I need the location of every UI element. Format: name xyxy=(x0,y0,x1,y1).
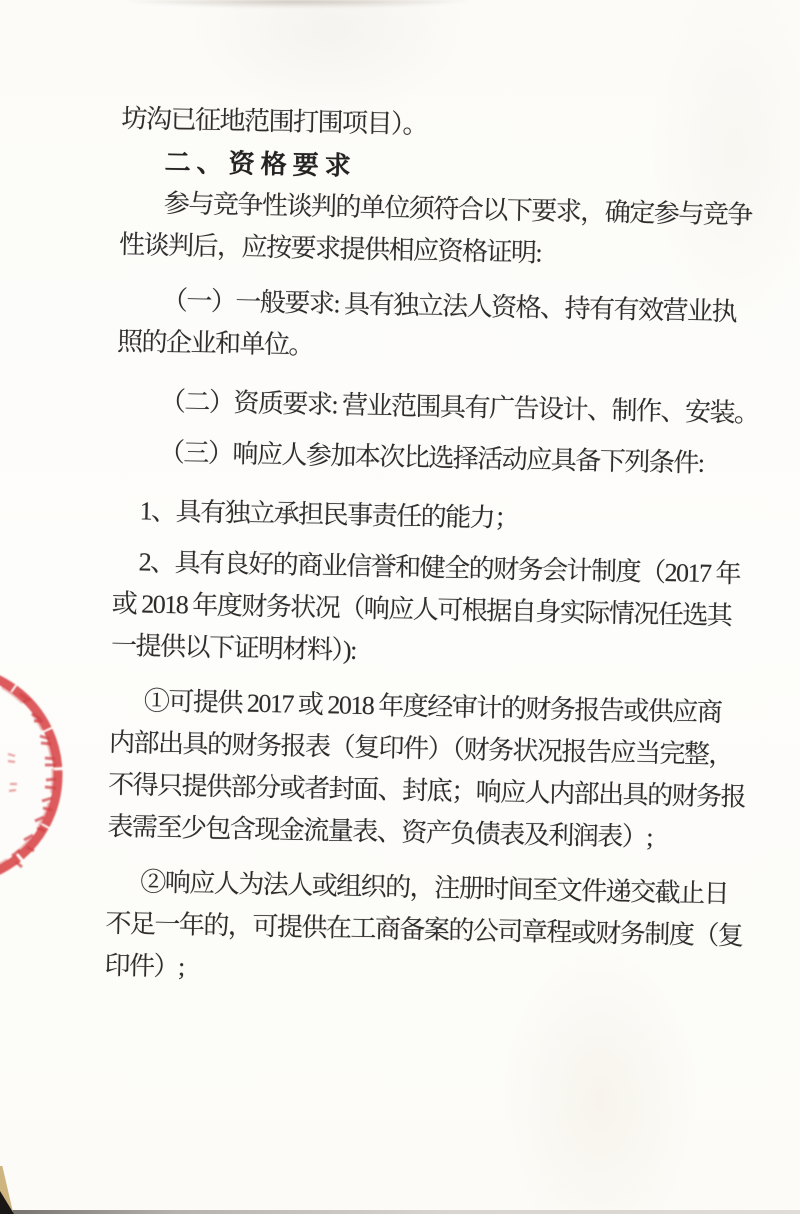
body-text-line: 印件）; xyxy=(104,950,185,982)
body-text-line: （一）一般要求: 具有独立法人资格、持有有效营业执 xyxy=(161,285,737,327)
body-text-line: 性谈判后，应按要求提供相应资格证明: xyxy=(118,229,542,268)
body-text-line: 坊沟已征地范围打围项目）。 xyxy=(121,103,428,140)
body-text-line: 一提供以下证明材料）): xyxy=(110,630,357,665)
body-text-line: 表需至少包含现金流量表、资产负债表及利润表）; xyxy=(107,811,653,852)
body-text-line: ②响应人为法人或组织的，注册时间至文件递交截止日 xyxy=(139,867,729,909)
body-text-line: 1、具有独立承担民事责任的能力； xyxy=(139,496,519,534)
section-heading: 二、资格要求 xyxy=(164,146,358,181)
body-text-line: ①可提供 2017 或 2018 年度经审计的财务报告或供应商 xyxy=(143,686,722,728)
body-text-line: （二）资质要求: 营业范围具有广告设计、制作、安装。 xyxy=(159,386,759,428)
body-text-line: 参与竞争性谈判的单位须符合以下要求，确定参与竞争 xyxy=(163,188,753,230)
body-text-line: 照的企业和单位。 xyxy=(116,326,314,360)
body-text-line: 2、具有良好的商业信誉和健全的财务会计制度（2017 年 xyxy=(138,547,741,589)
body-text-line: 内部出具的财务报表（复印件）（财务状况报告应当完整， xyxy=(108,727,734,770)
body-text-line: 不得只提供部分或者封面、封底；响应人内部出具的财务报 xyxy=(107,769,746,812)
body-text-line: （三）响应人参加本次比选择活动应具备下列条件: xyxy=(158,437,704,478)
scan-bottom-edge xyxy=(0,1210,800,1214)
scan-edge-smudge xyxy=(128,0,468,8)
seal-text-marks xyxy=(12,694,56,867)
document-text xyxy=(104,98,782,1000)
body-text-line: 或 2018 年度财务状况（响应人可根据自身实际情况任选其 xyxy=(111,588,732,631)
body-text-line: 不足一年的，可提供在工商备案的公司章程或财务制度（复 xyxy=(105,908,743,951)
